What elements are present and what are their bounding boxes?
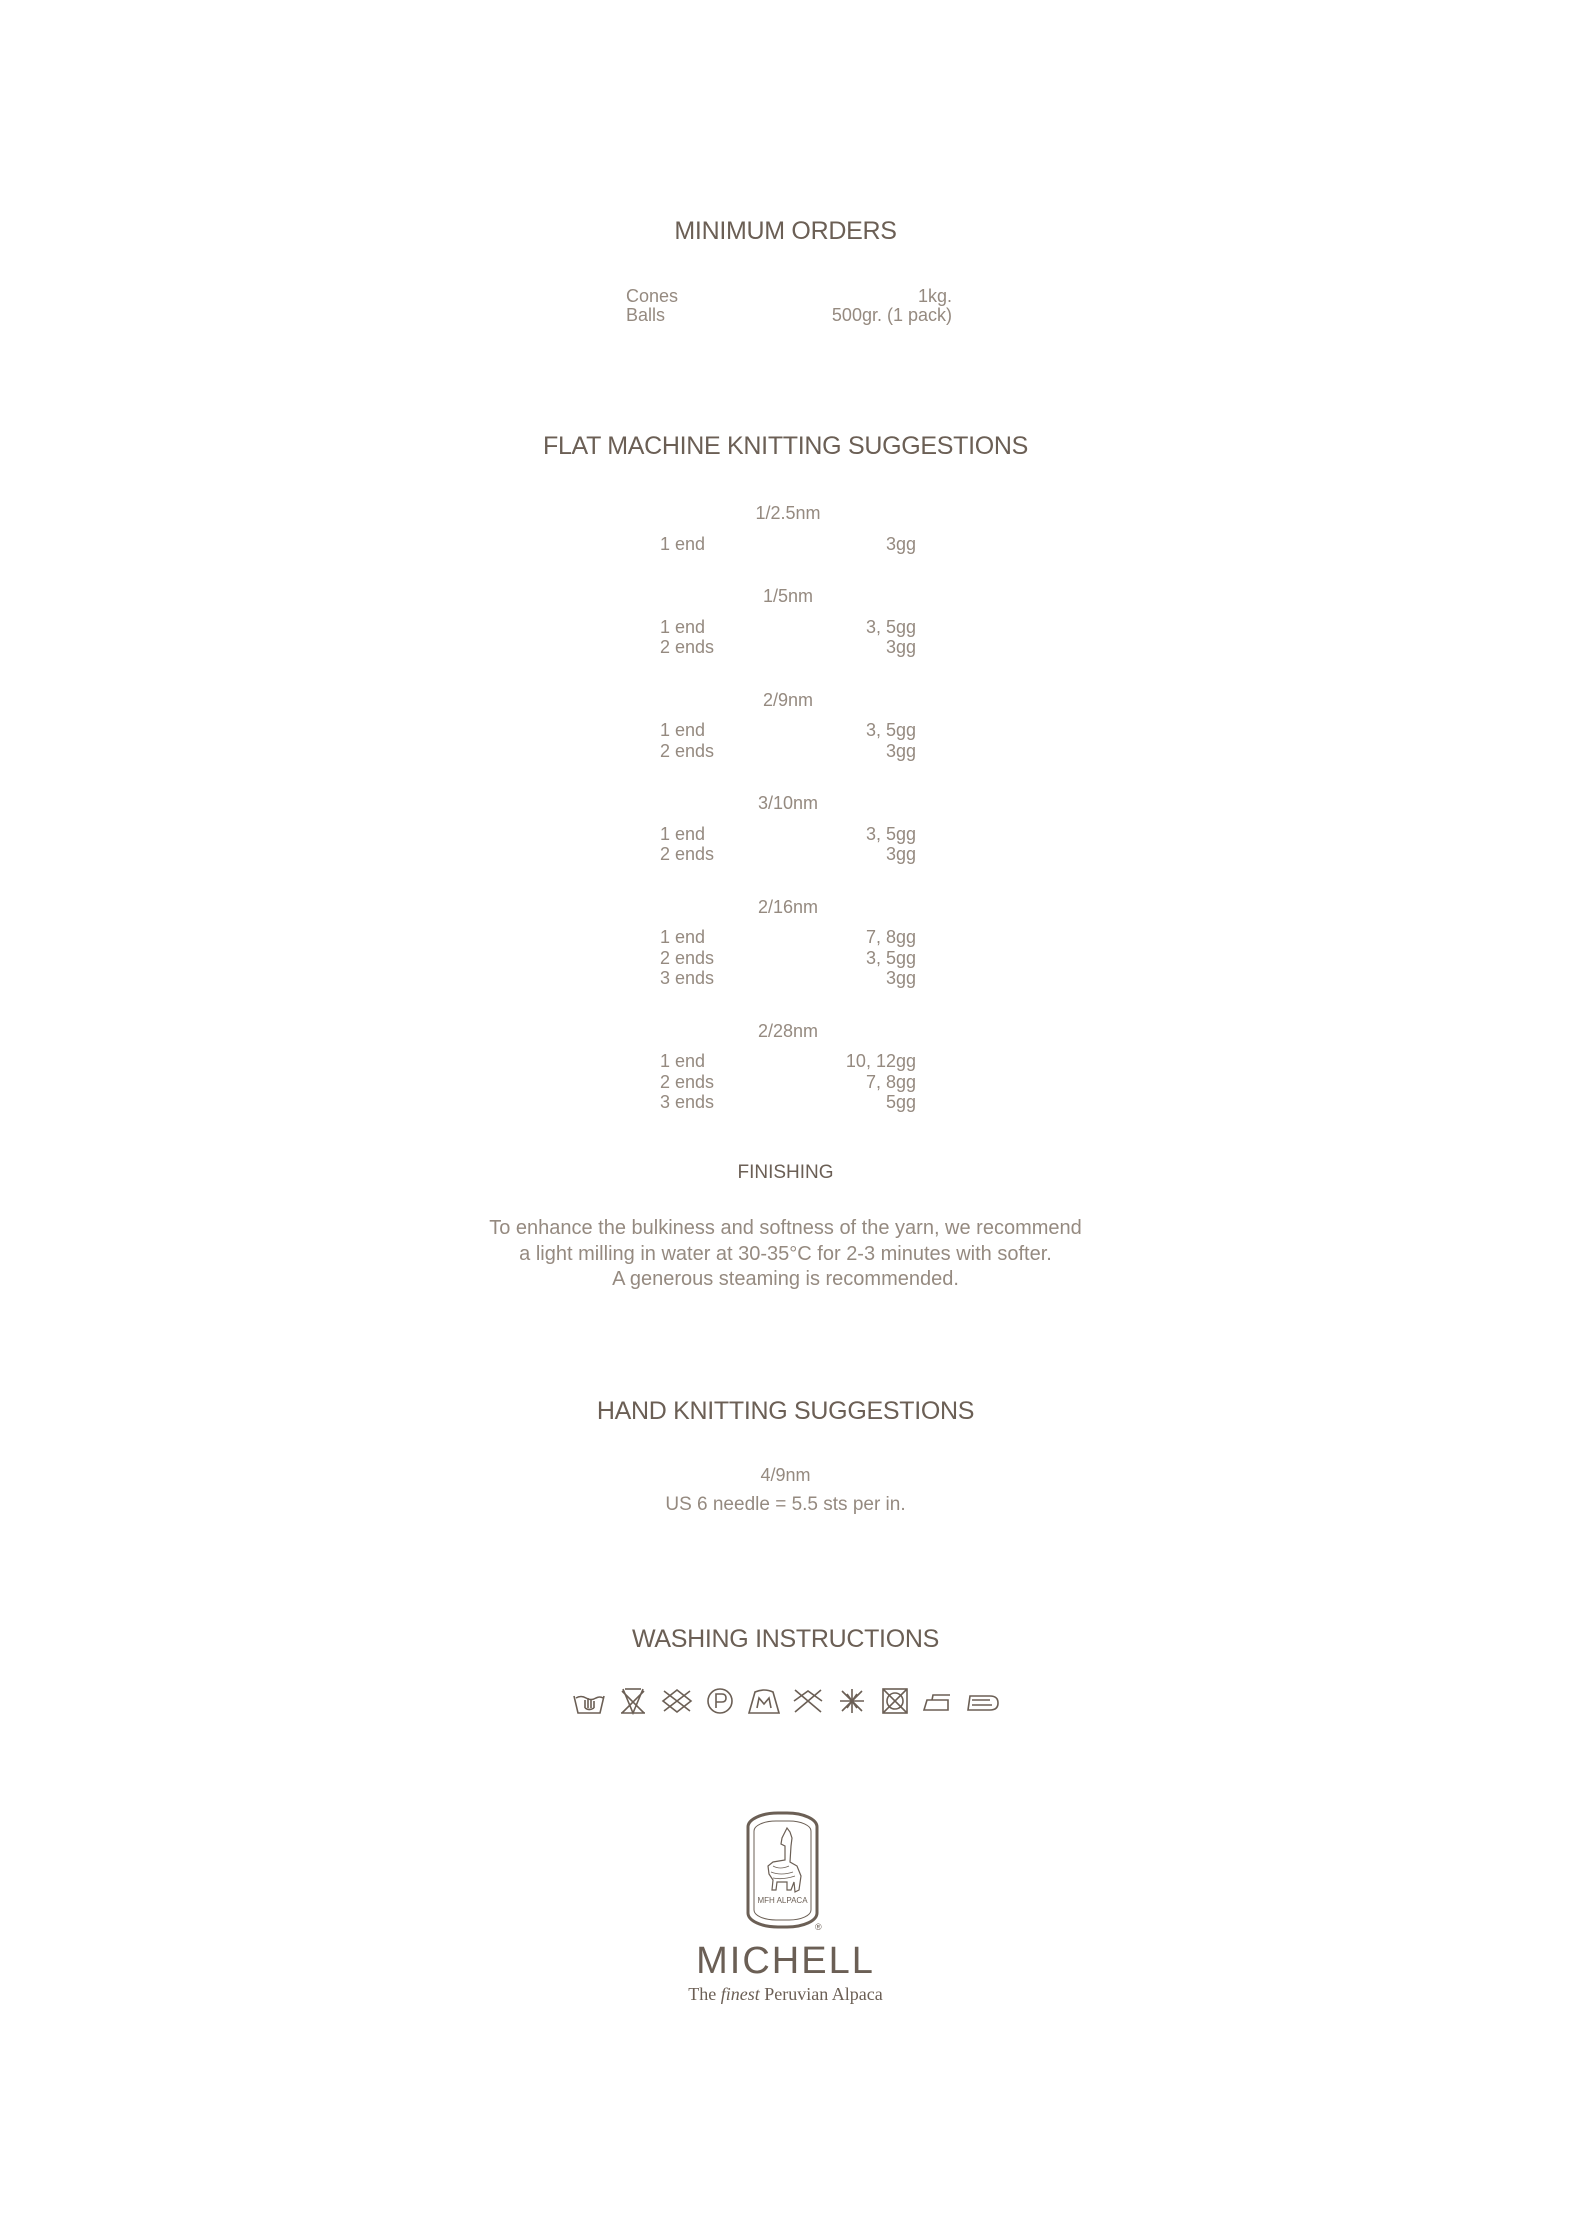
ends-label: 3 ends [660,1092,715,1112]
dry-flat-icon [747,1686,781,1716]
mfh-alpaca-logo [745,1810,820,1930]
minimum-orders-table [626,287,952,325]
tagline-emphasis: finest [720,1984,760,2004]
tagline-suffix: Peruvian Alpaca [764,1984,883,2004]
gauge-value: 3, 5gg [865,720,916,740]
yarn-group [660,793,916,865]
gauge-row [660,1072,916,1093]
ends-label: 2 ends [660,740,715,761]
yarn-group [660,503,916,554]
yarn-count: 1/2.5nm [755,503,821,523]
yarn-group [660,1021,916,1113]
order-value: 500gr. (1 pack) [831,305,952,325]
registered-mark: ® [815,1922,822,1932]
gauge-row [660,637,916,658]
order-label: Balls [626,305,666,325]
flat-machine-list [660,503,916,1145]
gauge-value: 3gg [885,533,916,554]
flat-machine-title: FLAT MACHINE KNITTING SUGGESTIONS [542,432,1029,460]
gauge-row [660,617,916,638]
gauge-row [660,1092,916,1113]
yarn-group [660,586,916,658]
gauge-value: 7, 8gg [865,1071,916,1092]
gauge-row [660,968,916,989]
ends-label: 2 ends [660,637,715,657]
gauge-row [660,741,916,762]
minimum-orders-title: MINIMUM ORDERS [674,217,897,245]
ends-label: 2 ends [660,844,715,864]
gauge-row [660,720,916,741]
gauge-row [660,534,916,555]
gauge-row [660,927,916,948]
ends-label: 2 ends [660,1071,715,1092]
hand-wash-icon [572,1686,606,1716]
steam-iron-icon [966,1686,1000,1716]
order-row-balls [626,306,952,325]
finishing-title: FINISHING [737,1162,834,1183]
gauge-value: 5gg [885,1092,916,1112]
gauge-value: 3, 5gg [865,616,916,637]
hand-knitting-title: HAND KNITTING SUGGESTIONS [596,1397,975,1425]
yarn-group [660,690,916,762]
do-not-wash-icon [616,1686,650,1716]
gauge-value: 3, 5gg [865,947,916,968]
ends-label: 3 ends [660,968,715,988]
gauge-value: 7, 8gg [865,927,916,947]
brand-name: MICHELL [696,1940,875,1982]
finishing-line: To enhance the bulkiness and softness of the yarn, we recommend [489,1217,1082,1239]
ends-label: 1 end [660,823,706,844]
ends-label: 1 end [660,1051,706,1071]
do-not-bleach-icon [660,1686,694,1716]
gauge-value: 3gg [885,740,916,761]
washing-icons [572,1684,1000,1718]
gauge-row [660,824,916,845]
gauge-value: 3gg [885,637,916,657]
do-not-wring-icon [835,1686,869,1716]
finishing-line: A generous steaming is recommended. [612,1268,959,1290]
gauge-row [660,948,916,969]
hand-knitting-needle: US 6 needle = 5.5 sts per in. [665,1494,906,1515]
gauge-row [660,844,916,865]
dry-clean-p-icon [703,1686,737,1716]
finishing-line: a light milling in water at 30-35°C for 2-3 minutes with softer. [519,1242,1052,1265]
do-not-bleach-cross-icon [791,1686,825,1716]
washing-title: WASHING INSTRUCTIONS [632,1625,939,1653]
ends-label: 1 end [660,533,706,554]
logo-text: MFH ALPACA [757,1896,808,1905]
order-value: 1kg. [917,286,952,306]
gauge-value: 10, 12gg [845,1051,916,1071]
ends-label: 1 end [660,720,706,740]
ends-label: 2 ends [660,947,715,968]
do-not-tumble-dry-icon [878,1686,912,1716]
yarn-count: 2/16nm [757,896,819,917]
yarn-group [660,897,916,989]
yarn-count: 2/9nm [762,689,814,710]
iron-low-icon [922,1686,956,1716]
ends-label: 1 end [660,927,706,947]
order-row-cones [626,287,952,306]
brand-tagline [0,1984,1571,2005]
yarn-count: 2/28nm [757,1020,819,1041]
gauge-value: 3gg [885,968,916,988]
finishing-text [0,1216,1571,1293]
yarn-count: 3/10nm [757,793,819,813]
gauge-row [660,1051,916,1072]
gauge-value: 3, 5gg [865,823,916,844]
order-label: Cones [626,286,679,306]
ends-label: 1 end [660,616,706,637]
tagline-prefix: The [688,1984,717,2004]
yarn-count: 1/5nm [762,586,814,606]
hand-knitting-count: 4/9nm [760,1465,811,1485]
gauge-value: 3gg [885,844,916,864]
